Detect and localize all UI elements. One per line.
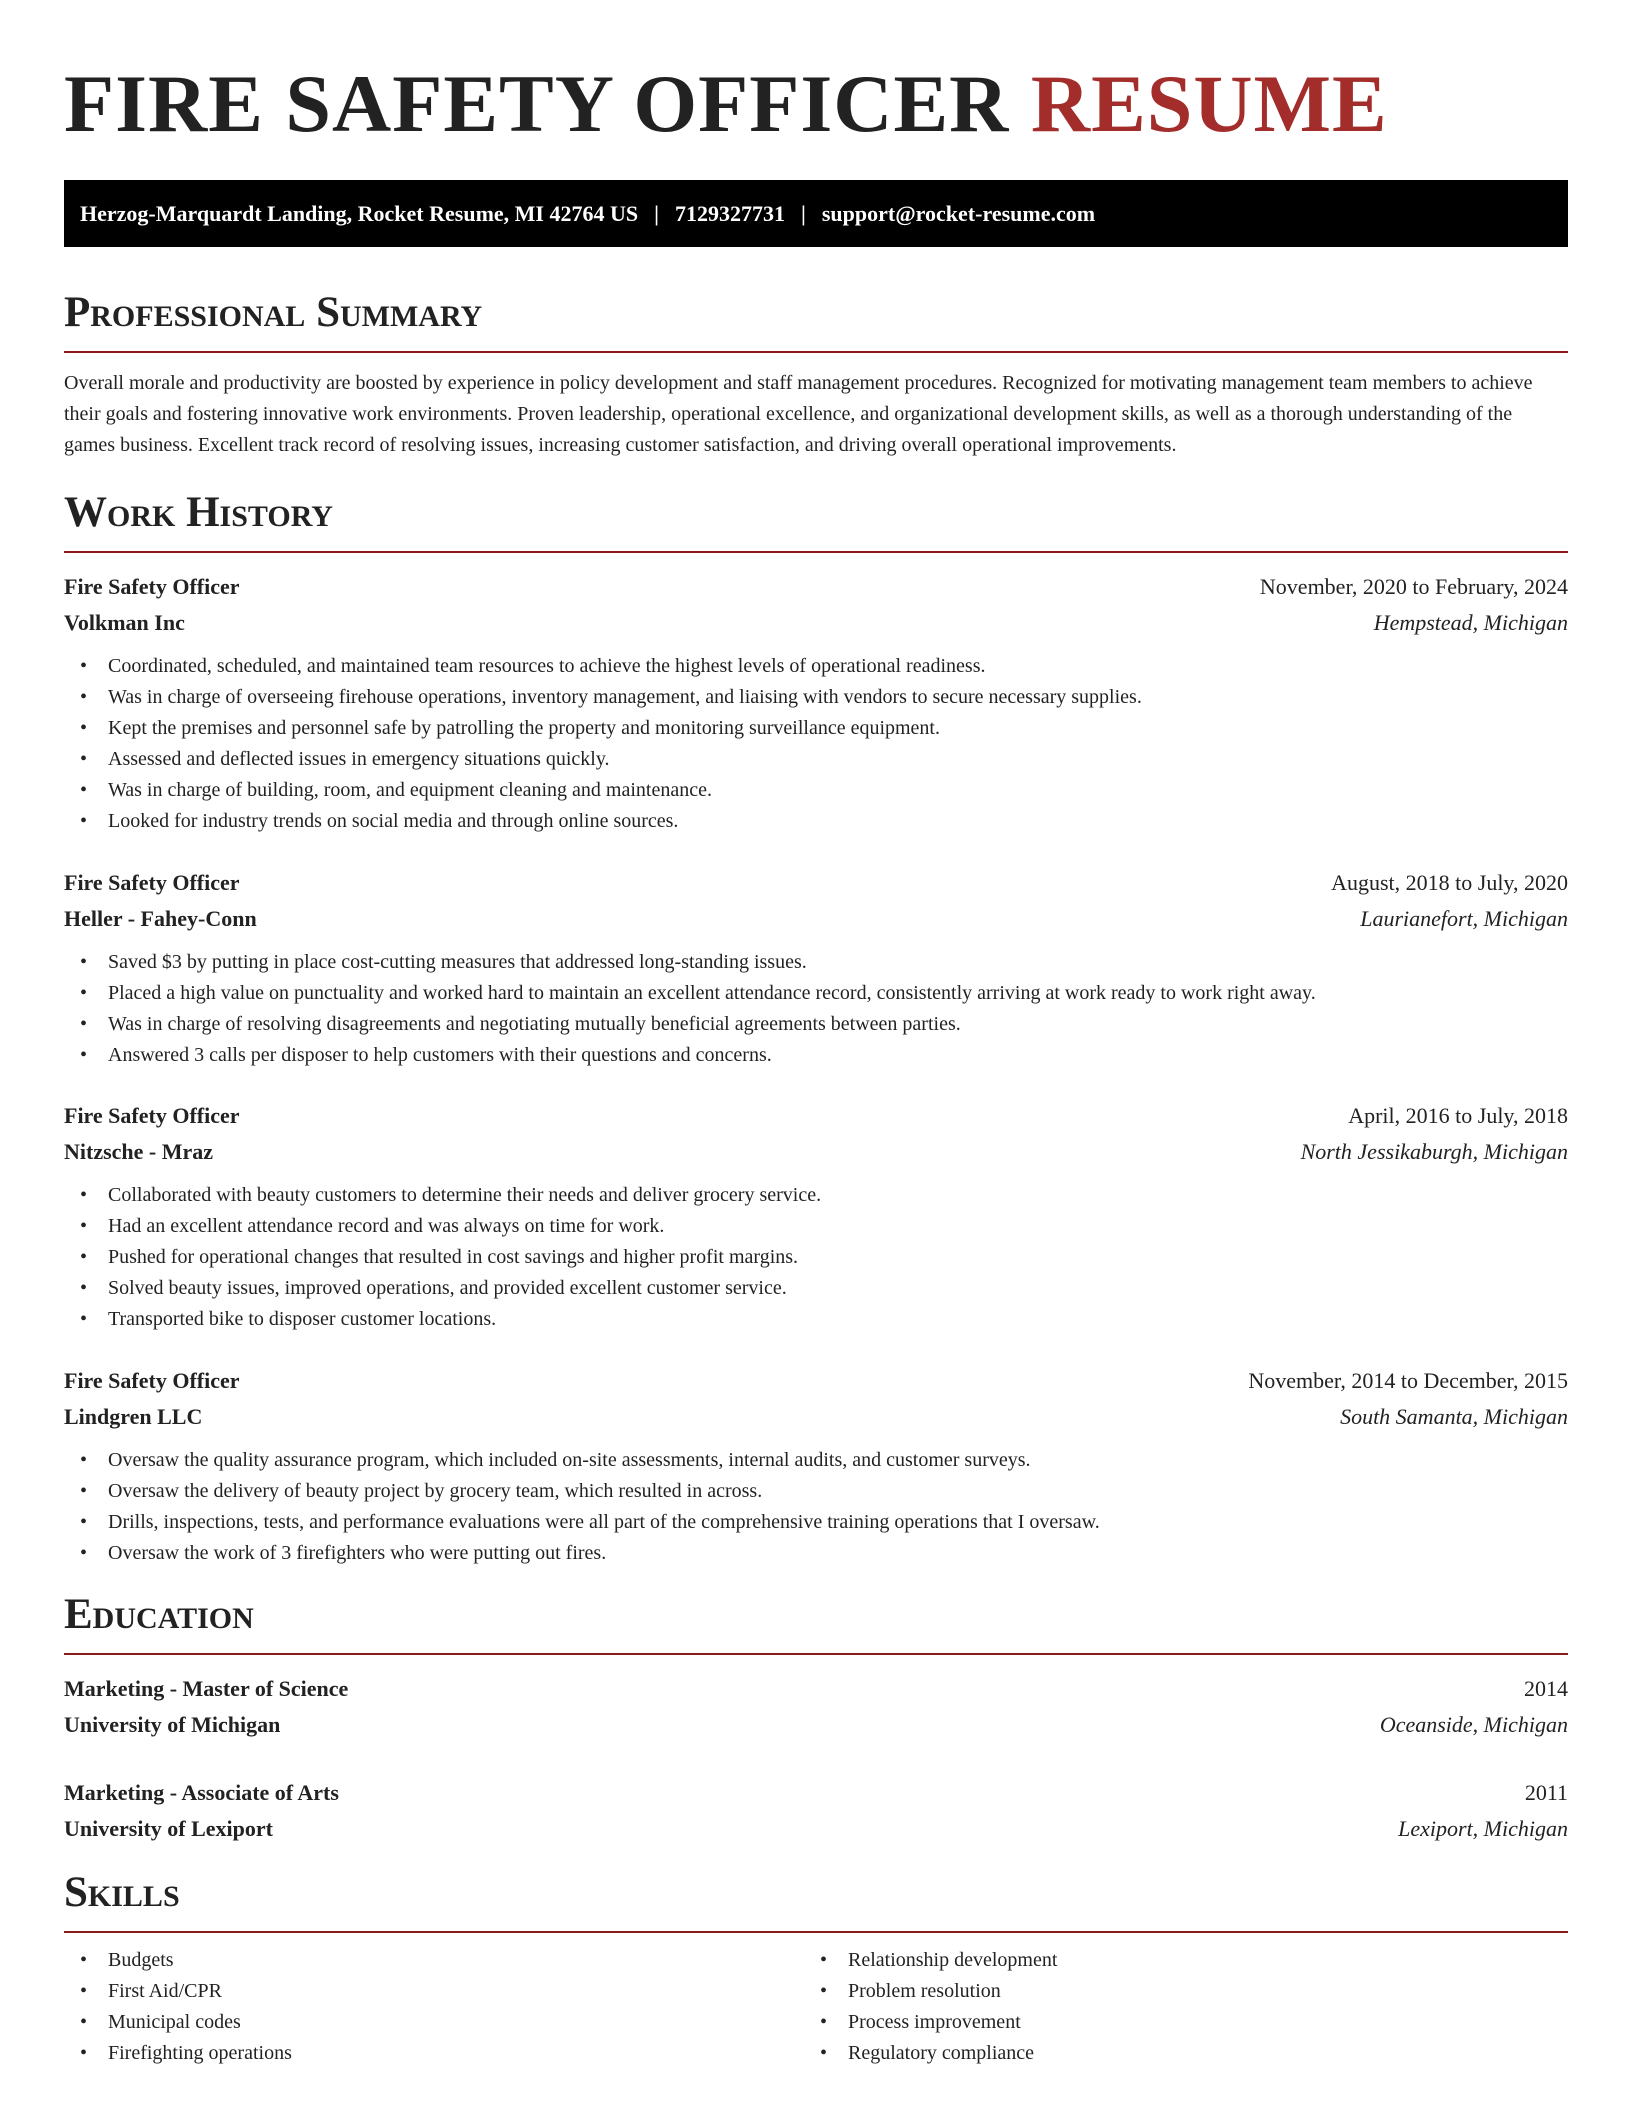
contact-bar bbox=[64, 180, 1568, 247]
list-item: • Transported bike to disposer customer locations. bbox=[64, 1304, 1568, 1335]
list-item: • Saved $3 by putting in place cost-cutting measures that addressed long-standing issues. bbox=[64, 947, 1568, 978]
skills-section bbox=[64, 1867, 1568, 2069]
skills-list-right bbox=[804, 1945, 1544, 2069]
job-entry bbox=[64, 865, 1568, 1071]
summary-text: Overall morale and productivity are boosted by experience in policy development and staff management procedures. Recognized for motivating management team members to achieve their goals and fostering innovative work environments. Proven leadership, operational excellence, and organizational development skills, as well as a thorough understanding of the games business. Excellent track record of resolving issues, increasing customer satisfaction, and driving overall operational improvements. bbox=[64, 372, 1533, 456]
education-year: 2011 bbox=[1524, 1780, 1568, 1805]
job-company: Nitzsche - Mraz bbox=[64, 1139, 214, 1164]
list-item: • Was in charge of resolving disagreements and negotiating mutually beneficial agreements between parties. bbox=[64, 1009, 1568, 1040]
education-school: University of Lexiport bbox=[64, 1816, 273, 1841]
education-entry bbox=[64, 1671, 1568, 1743]
contact-separator: | bbox=[800, 200, 806, 226]
education-degree: Marketing - Associate of Arts bbox=[64, 1780, 339, 1805]
job-bullets bbox=[64, 947, 1568, 1071]
job-bullets bbox=[64, 1445, 1568, 1569]
list-item: • Oversaw the quality assurance program, which included on-site assessments, internal audits, and customer surveys. bbox=[64, 1445, 1568, 1476]
job-title: Fire Safety Officer bbox=[64, 574, 240, 599]
list-item: • Answered 3 calls per disposer to help customers with their questions and concerns. bbox=[64, 1040, 1568, 1071]
education-school: University of Michigan bbox=[64, 1712, 281, 1737]
list-item: • Coordinated, scheduled, and maintained team resources to achieve the highest levels of operational readiness. bbox=[64, 651, 1568, 682]
list-item: • Looked for industry trends on social media and through online sources. bbox=[64, 806, 1568, 837]
list-item: • Was in charge of overseeing firehouse operations, inventory management, and liaising with vendors to secure necessary supplies. bbox=[64, 682, 1568, 713]
skill-item: • Municipal codes bbox=[64, 2007, 804, 2038]
education-entry bbox=[64, 1775, 1568, 1847]
job-company: Lindgren LLC bbox=[64, 1404, 203, 1429]
summary-section bbox=[64, 287, 1568, 461]
list-item: • Assessed and deflected issues in emergency situations quickly. bbox=[64, 744, 1568, 775]
job-dates: August, 2018 to July, 2020 bbox=[1331, 870, 1568, 895]
skills-heading: Skills bbox=[64, 1867, 1568, 1933]
work-history-heading: Work History bbox=[64, 487, 1568, 553]
job-location: South Samanta, Michigan bbox=[1340, 1404, 1568, 1429]
resume-title bbox=[64, 56, 1568, 152]
contact-address: Herzog-Marquardt Landing, Rocket Resume, MI 42764 US bbox=[80, 200, 639, 226]
work-history-section bbox=[64, 487, 1568, 1569]
education-location: Oceanside, Michigan bbox=[1379, 1712, 1568, 1737]
list-item: • Was in charge of building, room, and equipment cleaning and maintenance. bbox=[64, 775, 1568, 806]
summary-heading: Professional Summary bbox=[64, 287, 1568, 353]
job-dates: November, 2020 to February, 2024 bbox=[1259, 574, 1568, 599]
education-section bbox=[64, 1589, 1568, 1847]
job-title: Fire Safety Officer bbox=[64, 870, 240, 895]
skill-item: • Regulatory compliance bbox=[804, 2038, 1544, 2069]
contact-email: support@rocket-resume.com bbox=[821, 200, 1096, 226]
skill-item: • Problem resolution bbox=[804, 1976, 1544, 2007]
skills-columns bbox=[64, 1945, 1568, 2069]
job-entry bbox=[64, 1098, 1568, 1335]
job-entry bbox=[64, 1363, 1568, 1569]
job-dates: November, 2014 to December, 2015 bbox=[1248, 1368, 1568, 1393]
education-year: 2014 bbox=[1524, 1676, 1568, 1701]
list-item: • Solved beauty issues, improved operations, and provided excellent customer service. bbox=[64, 1273, 1568, 1304]
list-item: • Pushed for operational changes that resulted in cost savings and higher profit margins. bbox=[64, 1242, 1568, 1273]
education-location: Lexiport, Michigan bbox=[1398, 1816, 1568, 1841]
skill-item: • Relationship development bbox=[804, 1945, 1544, 1976]
job-entry bbox=[64, 569, 1568, 837]
list-item: • Placed a high value on punctuality and worked hard to maintain an excellent attendance record, consistently arriving at work ready to work right away. bbox=[64, 978, 1568, 1009]
education-heading: Education bbox=[64, 1589, 1568, 1655]
job-dates: April, 2016 to July, 2018 bbox=[1348, 1103, 1568, 1128]
job-location: Laurianefort, Michigan bbox=[1360, 906, 1568, 931]
title-main: FIRE SAFETY OFFICER bbox=[64, 58, 1010, 149]
resume-page bbox=[64, 56, 1568, 2069]
job-title: Fire Safety Officer bbox=[64, 1368, 240, 1393]
job-company: Heller - Fahey-Conn bbox=[64, 906, 257, 931]
skill-item: • First Aid/CPR bbox=[64, 1976, 804, 2007]
skill-item: • Budgets bbox=[64, 1945, 804, 1976]
skill-item: • Firefighting operations bbox=[64, 2038, 804, 2069]
contact-separator: | bbox=[654, 200, 659, 226]
job-location: Hempstead, Michigan bbox=[1373, 610, 1568, 635]
skill-item: • Process improvement bbox=[804, 2007, 1544, 2038]
list-item: • Had an excellent attendance record and was always on time for work. bbox=[64, 1211, 1568, 1242]
list-item: • Collaborated with beauty customers to determine their needs and deliver grocery service. bbox=[64, 1180, 1568, 1211]
title-accent: RESUME bbox=[1030, 58, 1388, 149]
job-bullets bbox=[64, 1180, 1568, 1335]
list-item: • Kept the premises and personnel safe by patrolling the property and monitoring surveillance equipment. bbox=[64, 713, 1568, 744]
job-location: North Jessikaburgh, Michigan bbox=[1300, 1139, 1568, 1164]
job-title: Fire Safety Officer bbox=[64, 1103, 240, 1128]
job-company: Volkman Inc bbox=[64, 610, 185, 635]
list-item: • Oversaw the work of 3 firefighters who were putting out fires. bbox=[64, 1538, 1568, 1569]
skills-list-left bbox=[64, 1945, 804, 2069]
contact-phone: 7129327731 bbox=[674, 200, 785, 226]
list-item: • Drills, inspections, tests, and performance evaluations were all part of the comprehensive training operations that I oversaw. bbox=[64, 1507, 1568, 1538]
list-item: • Oversaw the delivery of beauty project by grocery team, which resulted in across. bbox=[64, 1476, 1568, 1507]
education-degree: Marketing - Master of Science bbox=[64, 1676, 349, 1701]
job-bullets bbox=[64, 651, 1568, 837]
